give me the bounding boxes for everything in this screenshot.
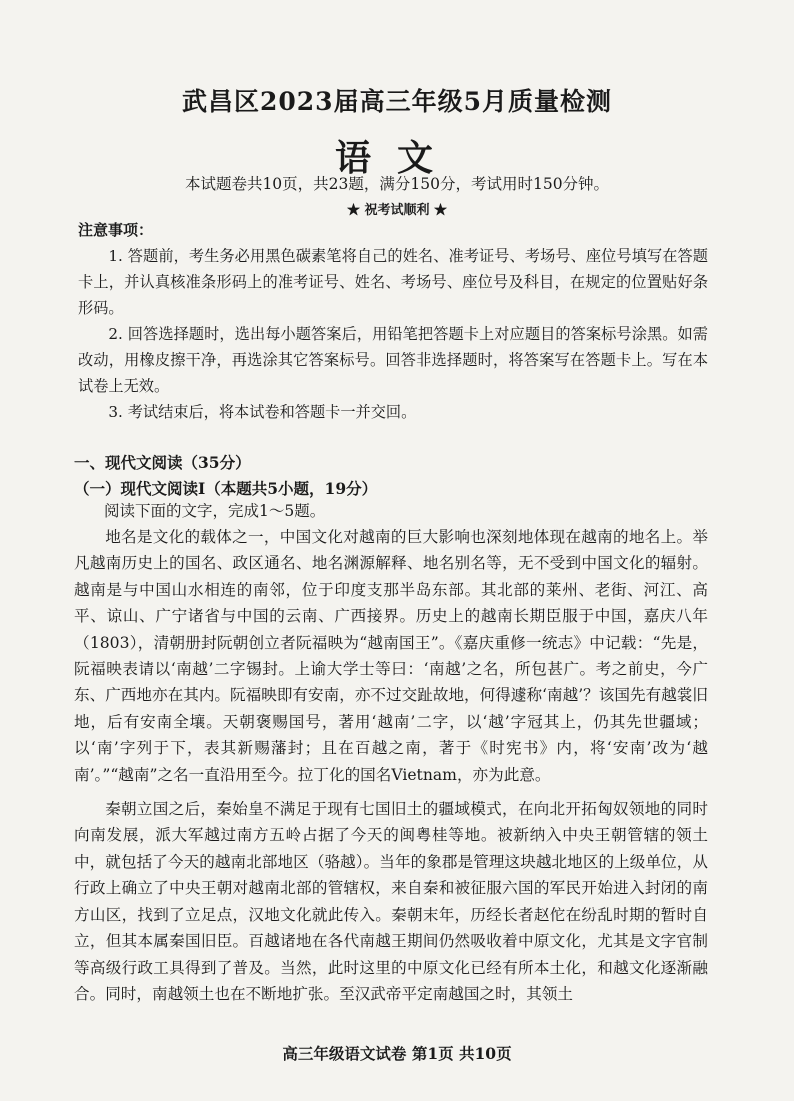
notice-item: 2. 回答选择题时，选出每小题答案后，用铅笔把答题卡上对应题目的答案标号涂黑。如需改动，用橡皮擦干净，再选涂其它答案标号。回答非选择题时，将答案写在答题卡上。写在本试卷上无效。	[78, 325, 708, 395]
subsection-title: （一）现代文阅读Ⅰ（本题共5小题，19分）	[74, 479, 378, 498]
reading-passage	[74, 524, 708, 1007]
page-footer: 高三年级语文试卷 第1页 共10页	[282, 1044, 512, 1063]
notice-item: 3. 考试结束后，将本试卷和答题卡一并交回。	[108, 403, 417, 421]
subject-title: 语文	[334, 137, 459, 179]
passage-paragraph: 地名是文化的载体之一，中国文化对越南的巨大影响也深刻地体现在越南的地名上。举凡越南历史上的国名、政区通名、地名渊源解释、地名别名等，无不受到中国文化的辐射。越南是与中国山水相连的南邻，位于印度支那半岛东部。其北部的莱州、老街、河江、高平、谅山、广宁诸省与中国的云南、广西接界。历史上的越南长期臣服于中国，嘉庆八年（1803），清朝册封阮朝创立者阮福映为“越南国王”。《嘉庆重修一统志》中记载：“先是，阮福映表请以‘南越’二字锡封。上谕大学士等曰：‘南越’之名，所包甚广。考之前史，今广东、广西地亦在其内。阮福映即有安南，亦不过交趾故地，何得遽称‘南越’？该国先有越裳旧地，后有安南全壤。天朝褒赐国号，著用‘越南’二字，以‘越’字冠其上，仍其先世疆域；以‘南’字列于下，表其新赐藩封；且在百越之南，著于《时宪书》内，将‘安南’改为‘越南’。”“越南”之名一直沿用至今。拉丁化的国名Vietnam，亦为此意。	[74, 528, 708, 784]
exam-title: 武昌区2023届高三年级5月质量检测	[182, 87, 612, 116]
notice-title: 注意事项：	[78, 221, 154, 239]
notice-item: 1. 答题前，考生务必用黑色碳素笔将自己的姓名、准考证号、考场号、座位号填写在答题卡上，并认真核准条形码上的准考证号、姓名、考场号、座位号及科目，在规定的位置贴好条形码。	[78, 247, 708, 317]
reading-instruction: 阅读下面的文字，完成1～5题。	[104, 502, 326, 520]
passage-paragraph: 秦朝立国之后，秦始皇不满足于现有七国旧土的疆域模式，在向北开拓匈奴领地的同时向南发展，派大军越过南方五岭占据了今天的闽粤桂等地。被新纳入中央王朝管辖的领土中，就包括了今天的越南北部地区（骆越）。当年的象郡是管理这块越北地区的上级单位，从行政上确立了中央王朝对越南北部的管辖权，来自秦和被征服六国的军民开始进入封闭的南方山区，找到了立足点，汉地文化就此传入。秦朝末年，历经长者赵佗在纷乱时期的暂时自立，但其本属秦国旧臣。百越诸地在各代南越王期间仍然吸收着中原文化，尤其是文字官制等高级行政工具得到了普及。当然，此时这里的中原文化已经有所本土化，和越文化逐渐融合。同时，南越领土也在不断地扩张。至汉武帝平定南越国之时，其领土	[74, 800, 708, 1003]
motto: ★ 祝考试顺利 ★	[346, 203, 448, 218]
section-title: 一、现代文阅读（35分）	[74, 453, 251, 472]
exam-info: 本试题卷共10页，共23题，满分150分，考试用时150分钟。	[184, 175, 610, 193]
notice-list	[78, 243, 708, 425]
